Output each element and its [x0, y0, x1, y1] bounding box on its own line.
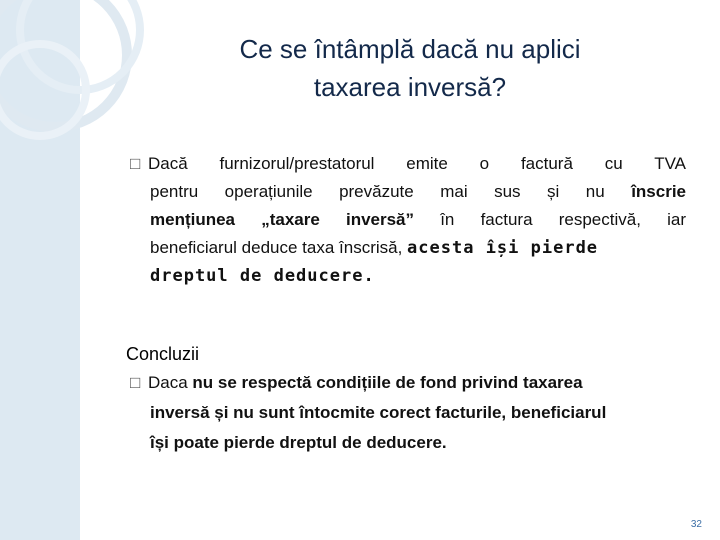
title-line-1: Ce se întâmplă dacă nu aplici — [239, 34, 581, 64]
page-number: 32 — [690, 519, 702, 530]
paragraph-1 — [130, 150, 686, 290]
p1-line-5-bold: dreptul de deducere. — [150, 266, 375, 286]
title-line-2: taxarea inversă? — [313, 72, 507, 102]
p2-line-3-bold: își poate pierde dreptul de deducere. — [150, 433, 447, 452]
p2-line-2-bold: inversă și nu sunt întocmite corect facturile, beneficiarul — [150, 403, 607, 422]
conclusions-heading: Concluzii — [126, 344, 200, 364]
p1-line-4: beneficiarul deduce taxa înscrisă, — [150, 238, 408, 257]
p2-line-1-bold: nu se respectă condițiile de fond privind taxarea — [192, 373, 583, 392]
bullet-icon: □ — [130, 154, 141, 173]
p1-line-2-bold: înscrie — [631, 182, 686, 201]
p1-line-4-bold: acesta își pierde — [407, 238, 599, 258]
p1-line-3-bold: mențiunea „taxare inversă” — [150, 210, 415, 229]
p2-line-1: Daca — [148, 373, 193, 392]
p1-line-1: Dacă furnizorul/prestatorul emite o factură cu TVA — [148, 154, 686, 173]
slide-title — [170, 30, 650, 106]
p1-line-2: pentru operațiunile prevăzute mai sus și nu — [150, 182, 632, 201]
paragraph-2 — [130, 368, 695, 458]
p1-line-3: în factura respectivă, iar — [414, 210, 687, 229]
bullet-icon: □ — [130, 373, 141, 392]
